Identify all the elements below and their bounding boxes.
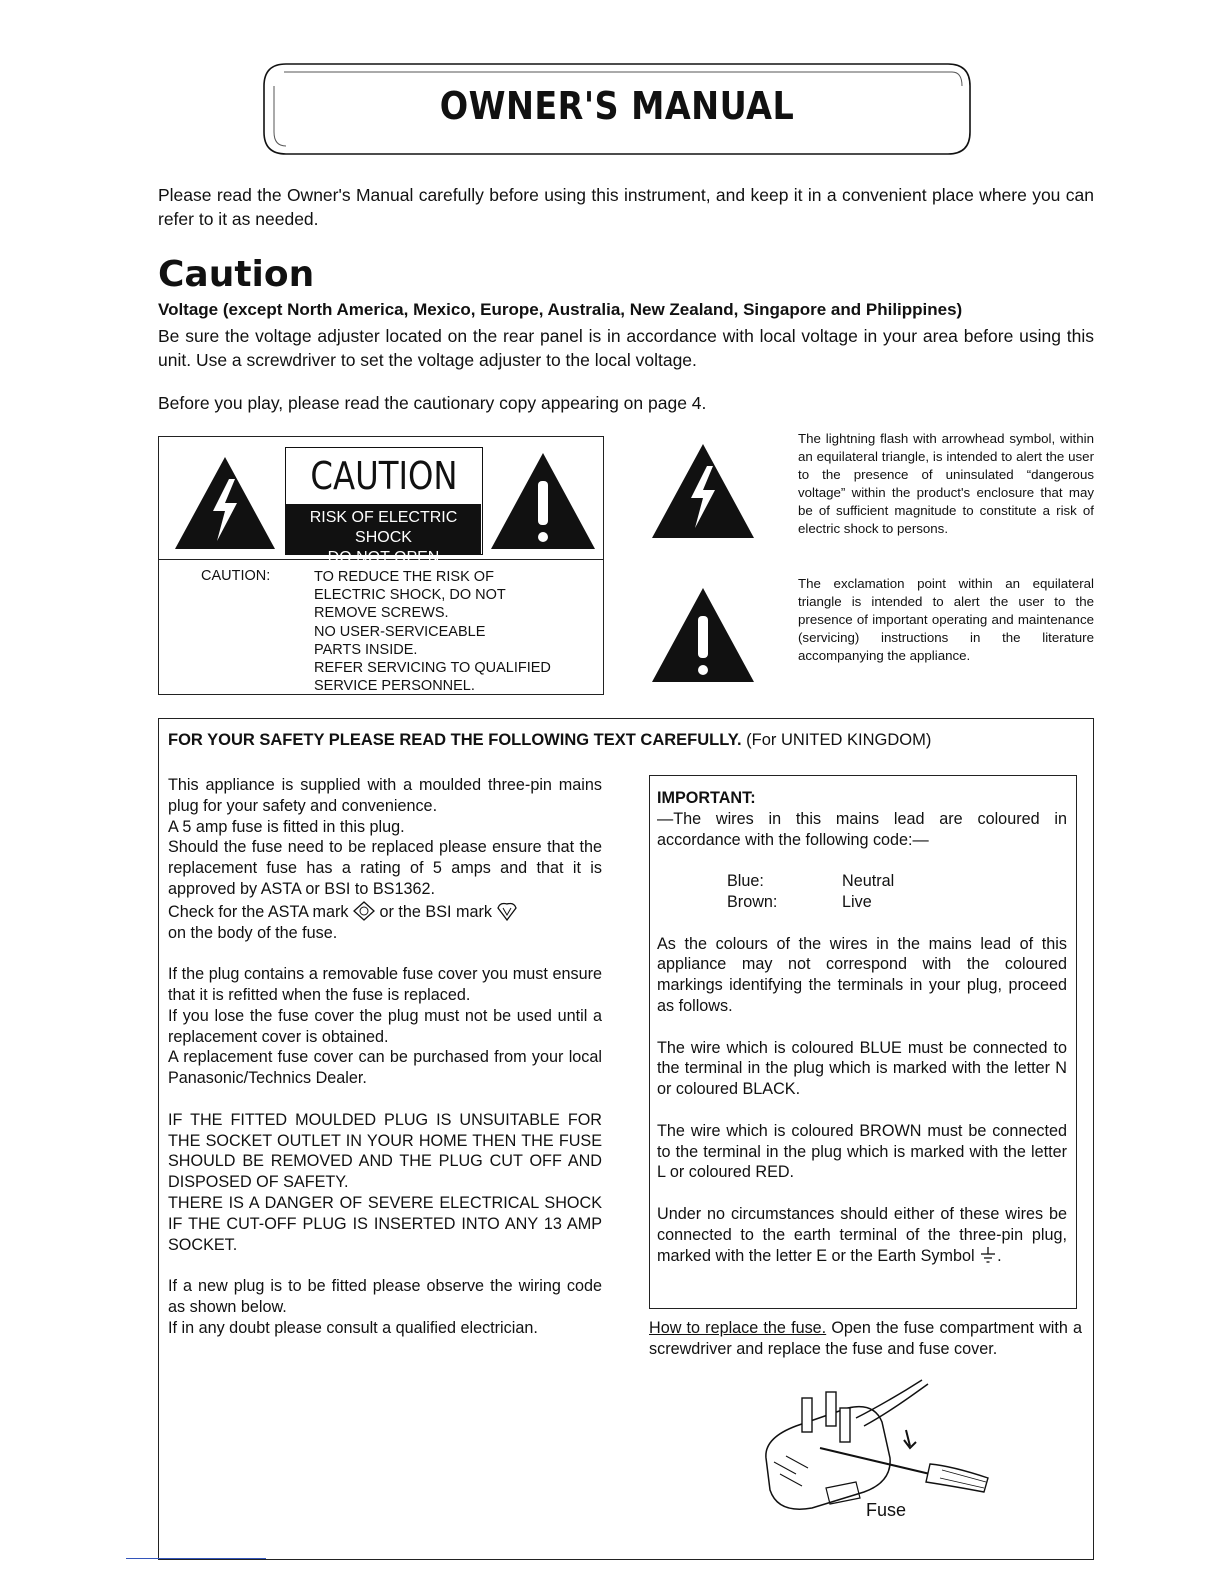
fuse-replacement-text (649, 1318, 1082, 1360)
label-caution-prefix: CAUTION: (201, 568, 271, 584)
important-title: IMPORTANT: (657, 789, 756, 807)
brown-wire-paragraph: The wire which is coloured BROWN must be connected to the terminal in the plug which is marked with the letter L or coloured RED. (657, 1121, 1067, 1182)
manual-title: OWNER'S MANUAL (439, 84, 795, 128)
lightning-warning-icon (173, 455, 277, 551)
exclamation-symbol-description: The exclamation point within an equilateral triangle is intended to alert the user to the presence of important operating and maintenance (servicing) instructions in the literature accompanying the appliance. (798, 576, 1094, 664)
voltage-body: Be sure the voltage adjuster located on the rear panel is in accordance with local voltage in your area before using this unit. Use a screwdriver to set the voltage adjuster to the local voltage. (158, 326, 1094, 370)
text-line: A 5 amp fuse is fitted in this plug. (168, 817, 405, 836)
text-fragment: or the BSI mark (379, 902, 492, 921)
text-line: If you lose the fuse cover the plug must not be used until a replacement cover is obtained. (168, 1006, 602, 1046)
before-play-note: Before you play, please read the cautionary copy appearing on page 4. (158, 393, 707, 413)
safety-heading-bold: FOR YOUR SAFETY PLEASE READ THE FOLLOWING TEXT CAREFULLY. (168, 731, 742, 749)
wire-color: Brown: (727, 892, 778, 911)
earth-symbol-icon (979, 1246, 997, 1264)
text-line: If in any doubt please consult a qualified electrician. (168, 1318, 538, 1337)
earth-period: . (997, 1246, 1002, 1265)
important-intro: —The wires in this mains lead are coloured in accordance with the following code:— (657, 809, 1067, 849)
asta-mark-icon (353, 901, 375, 921)
fuse-callout-label: Fuse (866, 1500, 907, 1520)
new-plug-paragraph (168, 1276, 602, 1338)
blue-wire-paragraph: The wire which is coloured BLUE must be connected to the terminal in the plug which is marked with the letter N or coloured BLACK. (657, 1038, 1067, 1099)
risk-line-2: DO NOT OPEN (327, 549, 440, 566)
safety-heading (168, 731, 931, 750)
earth-symbol-label: Symbol (920, 1246, 975, 1265)
fuse-cover-paragraph (168, 964, 602, 1089)
text-line: A replacement fuse cover can be purchased from your local Panasonic/Technics Dealer. (168, 1048, 602, 1088)
wire-meaning: Live (842, 892, 872, 911)
exclamation-symbol-icon (650, 586, 756, 684)
text-line: This appliance is supplied with a moulded three-pin mains plug for your safety and convenience. (168, 776, 602, 815)
safety-left-column (168, 775, 602, 1359)
colour-mismatch-paragraph: As the colours of the wires in the mains lead of this appliance may not correspond with the coloured markings identifying the terminals in your plug, proceed as follows. (657, 934, 1067, 1015)
text-fragment: Check for the ASTA mark (168, 902, 349, 921)
wire-color-table (657, 871, 1067, 913)
text-line: If the plug contains a removable fuse cover you must ensure that it is refitted when the fuse is replaced. (168, 965, 602, 1004)
text-line: Should the fuse need to be replaced please ensure that the replacement fuse has a rating of 5 amps and that it is approved by ASTA or BSI to BS1362. (168, 838, 602, 898)
unsuitable-plug-paragraph (168, 1110, 602, 1256)
footer-rule (126, 1558, 266, 1559)
wire-color-row (727, 892, 1067, 913)
text-line: THERE IS A DANGER OF SEVERE ELECTRICAL SHOCK IF THE CUT-OFF PLUG IS INSERTED INTO ANY 13 AMP SOCKET. (168, 1193, 602, 1254)
earth-paragraph (657, 1204, 1067, 1266)
caution-sign-word: CAUTION (310, 454, 458, 498)
caution-label (158, 436, 604, 695)
voltage-heading: Voltage (except North America, Mexico, Europe, Australia, New Zealand, Singapore and Philippines) (158, 300, 963, 319)
text-line: IF THE FITTED MOULDED PLUG IS UNSUITABLE FOR THE SOCKET OUTLET IN YOUR HOME THEN THE FUSE SHOULD BE REMOVED AND THE PLUG CUT OFF AND DISPOSED OF SAFETY. (168, 1110, 602, 1192)
fuse-paragraph (168, 775, 602, 943)
caution-sign (285, 447, 483, 566)
risk-of-shock-panel (286, 504, 481, 566)
wire-meaning: Neutral (842, 872, 895, 891)
important-content (657, 788, 1067, 1266)
fuse-replace-body: Open the fuse compartment with a screwdriver and replace the fuse and fuse cover. (649, 1319, 1083, 1358)
wire-color-row (727, 871, 1067, 892)
text-line: on the body of the fuse. (168, 923, 338, 942)
fuse-replace-heading: How to replace the fuse. (649, 1319, 827, 1337)
caution-heading: Caution (158, 254, 315, 295)
safety-heading-region: (For UNITED KINGDOM) (746, 731, 932, 749)
intro-paragraph: Please read the Owner's Manual carefully before using this instrument, and keep it in a convenient place where you can refer to it as needed. (158, 185, 1094, 229)
text-line: If a new plug is to be fitted please observe the wiring code as shown below. (168, 1277, 602, 1316)
exclamation-warning-icon (489, 451, 597, 551)
lightning-symbol-icon (650, 442, 756, 540)
earth-text: Under no circumstances should either of these wires be connected to the earth terminal of the three-pin plug, marked with the letter E or the Earth (657, 1204, 1067, 1265)
label-caution-text: TO REDUCE THE RISK OF ELECTRIC SHOCK, DO NOT REMOVE SCREWS. NO USER-SERVICEABLE PARTS INSIDE. REFER SERVICING TO QUALIFIED SERVICE PERSONNEL. (314, 569, 551, 695)
marks-line (168, 900, 602, 923)
lightning-symbol-description: The lightning flash with arrowhead symbol, within an equilateral triangle, is intended to alert the user to the presence of uninsulated “dangerous voltage” within the product's enclosure that may be of sufficient magnitude to constitute a risk of electric shock to persons. (798, 431, 1094, 537)
bsi-kitemark-icon (496, 900, 518, 922)
caution-label-top (159, 437, 603, 566)
plug-fuse-illustration (756, 1378, 996, 1520)
wire-color: Blue: (727, 872, 764, 891)
risk-line-1: RISK OF ELECTRIC SHOCK (309, 509, 458, 546)
